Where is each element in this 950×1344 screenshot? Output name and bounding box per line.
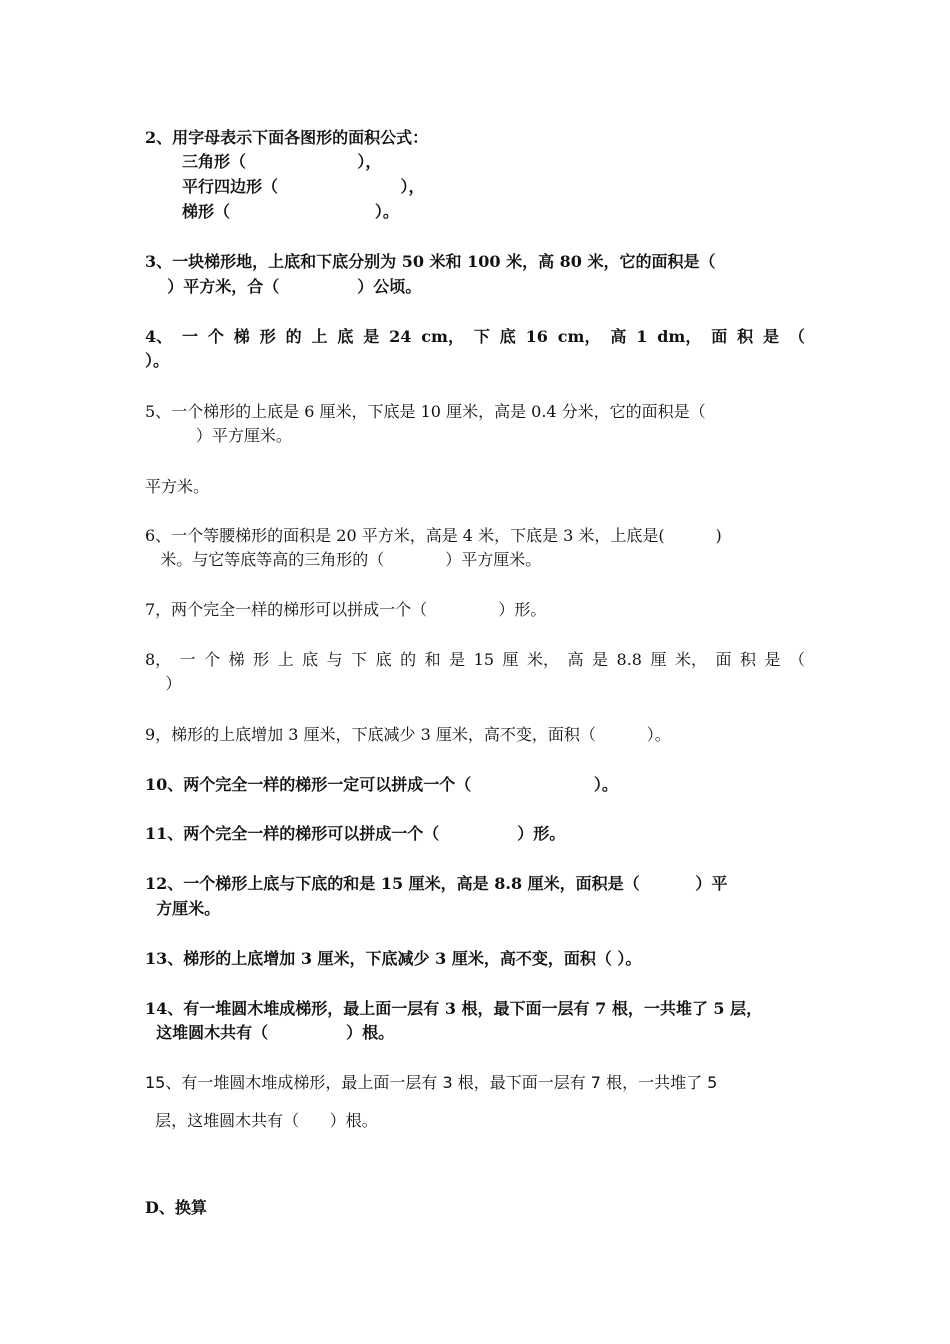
q8-token: 和 (424, 650, 441, 669)
q10-line1: 10、两个完全一样的梯形一定可以拼成一个（ ）。 (145, 775, 618, 794)
q4-token: 是 (763, 327, 780, 346)
q11-line1: 11、两个完全一样的梯形可以拼成一个（ ）形。 (145, 824, 566, 843)
q8-token: 积 (739, 650, 756, 669)
q8-token: 底 (302, 650, 319, 669)
q5-line3: 平方米。 (145, 477, 210, 496)
q4-token: 高 (610, 327, 627, 346)
q8-line2: ） (145, 674, 182, 693)
q7-line1: 7，两个完全一样的梯形可以拼成一个（ ）形。 (145, 600, 547, 619)
q4-token: 一 (182, 327, 199, 346)
q12-line2: 方厘米。 (145, 899, 221, 918)
q4-token: 的 (285, 327, 302, 346)
q8-token: 上 (277, 650, 294, 669)
q8-token: 面 (715, 650, 732, 669)
q4-token: 个 (207, 327, 224, 346)
q8-token: 下 (351, 650, 368, 669)
q8-token: 一 (179, 650, 196, 669)
q5-line2: ）平方厘米。 (145, 426, 292, 445)
q14-line1: 14、有一堆圆木堆成梯形，最上面一层有 3 根，最下面一层有 7 根，一共堆了 5 层， (145, 999, 763, 1018)
q6-line1: 6、一个等腰梯形的面积是 20 平方米，高是 4 米，下底是 3 米，上底是( ) (145, 526, 722, 545)
q14-line2: 这堆圆木共有（ ）根。 (145, 1023, 395, 1042)
q4-token: dm， (657, 327, 702, 346)
q8-token: 米， (527, 650, 560, 669)
q2-trapezoid: 梯形（ ）。 (182, 202, 399, 221)
q4-token: 16 (525, 327, 548, 346)
q8-token: 8， (145, 650, 172, 669)
q8-token: 厘 (650, 650, 667, 669)
q2-title: 2、用字母表示下面各图形的面积公式： (145, 128, 429, 147)
q4-token: 24 (389, 327, 412, 346)
q8-token: 形 (253, 650, 270, 669)
q15-line1: 15、有一堆圆木堆成梯形，最上面一层有 3 根，最下面一层有 7 根，一共堆了 5 (145, 1073, 718, 1092)
q4-token: （ (788, 327, 805, 346)
q8-token: 是 (592, 650, 609, 669)
q8-token: 底 (375, 650, 392, 669)
q8-token: 米， (674, 650, 707, 669)
q5-line1: 5、一个梯形的上底是 6 厘米，下底是 10 厘米，高是 0.4 分米，它的面积是（ (145, 402, 706, 421)
q8-line1 (145, 649, 805, 671)
q6-line2: 米。与它等底等高的三角形的（ ）平方厘米。 (145, 550, 542, 569)
q4-line2: ）。 (145, 351, 170, 370)
q4-token: 4、 (145, 327, 173, 346)
q8-token: 是 (449, 650, 466, 669)
q4-token: 1 (636, 327, 648, 346)
q4-token: cm， (421, 327, 464, 346)
q4-token: 积 (737, 327, 754, 346)
q8-token: 是 (764, 650, 781, 669)
q8-token: 厘 (502, 650, 519, 669)
q8-token: 梯 (228, 650, 245, 669)
q4-token: 底 (337, 327, 354, 346)
q12-line1: 12、一个梯形上底与下底的和是 15 厘米，高是 8.8 厘米，面积是（ ）平 (145, 874, 728, 893)
q8-token: 个 (204, 650, 221, 669)
section-d-title: D、换算 (145, 1198, 207, 1217)
q4-token: 底 (499, 327, 516, 346)
q4-token: 下 (473, 327, 490, 346)
q13-line1: 13、梯形的上底增加 3 厘米，下底减少 3 厘米，高不变，面积（ ）。 (145, 949, 642, 968)
q4-line1 (145, 326, 805, 348)
q4-token: 是 (363, 327, 380, 346)
q4-token: 形 (259, 327, 276, 346)
q4-token: 面 (711, 327, 728, 346)
q4-token: 梯 (233, 327, 250, 346)
q8-token: 与 (326, 650, 343, 669)
q15-line2: 层，这堆圆木共有（ ）根。 (145, 1111, 378, 1130)
q8-token: （ (788, 650, 805, 669)
q3-line2: ）平方米，合（ ）公顷。 (145, 277, 422, 296)
q2-triangle: 三角形（ ）， (182, 152, 382, 171)
q8-token: 15 (473, 650, 495, 669)
q8-token: 高 (567, 650, 584, 669)
q4-token: 上 (311, 327, 328, 346)
q4-token: cm， (557, 327, 601, 346)
q2-parallelogram: 平行四边形（ ）， (182, 177, 425, 196)
q9-line1: 9，梯形的上底增加 3 厘米，下底减少 3 厘米，高不变，面积（ ）。 (145, 725, 671, 744)
q8-token: 8.8 (616, 650, 642, 669)
q8-token: 的 (400, 650, 417, 669)
q3-line1: 3、一块梯形地，上底和下底分别为 50 米和 100 米，高 80 米，它的面积是（ (145, 252, 716, 271)
